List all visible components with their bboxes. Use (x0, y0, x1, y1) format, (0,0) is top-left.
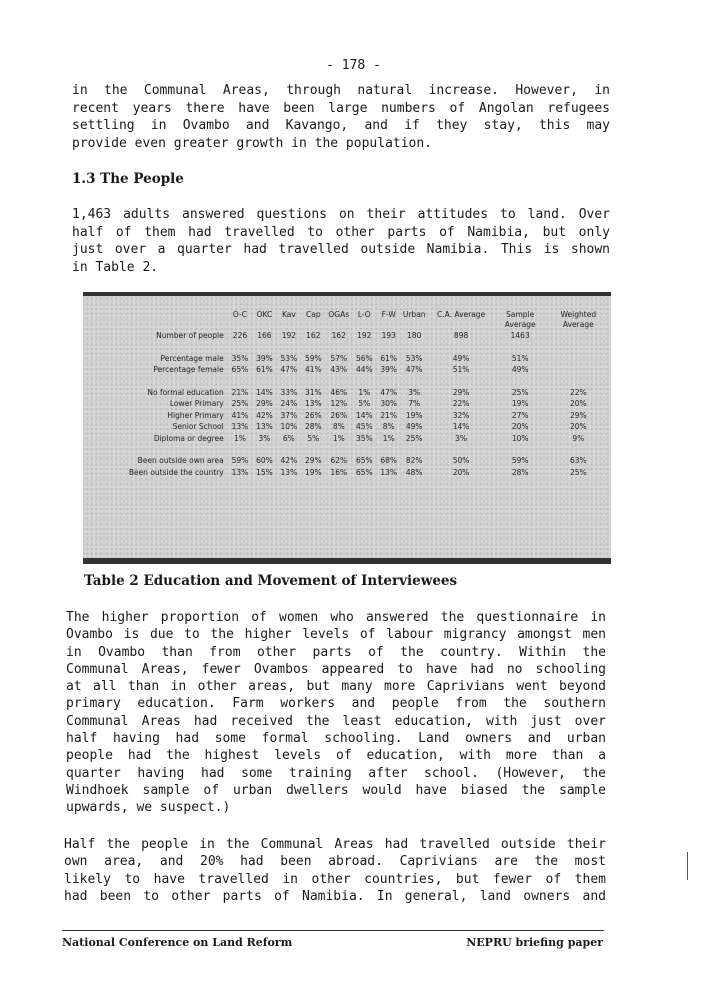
text-line: settling in Ovambo and Kavango, and if they stay, this may (72, 118, 610, 133)
table-cell: 25% (511, 387, 529, 397)
table-cell: 35% (355, 433, 373, 443)
table-cell: 14% (256, 387, 273, 397)
table-cell: 47% (280, 365, 298, 375)
table-cell: 27% (511, 410, 529, 420)
row-label: Lower Primary (169, 399, 224, 409)
table-cell: 28% (304, 422, 322, 432)
table-row (83, 330, 611, 342)
table-cell: 62% (330, 456, 348, 466)
table-cell: 226 (232, 331, 248, 341)
table-cell: 59% (231, 456, 249, 466)
table-cell: 192 (357, 331, 372, 341)
table-cell: 20% (511, 422, 529, 432)
table-cell: 29% (452, 387, 470, 397)
table-cell (401, 376, 428, 387)
table-cell: 162 (306, 331, 321, 341)
table-cell: 29% (256, 399, 273, 409)
table-cell: 20% (570, 422, 587, 432)
column-header: C.A. Average (436, 310, 486, 319)
intro-paragraph (72, 82, 610, 152)
education-movement-table (83, 292, 611, 564)
row-label (83, 376, 228, 387)
table-cell: 1463 (510, 331, 530, 341)
table-cell: 33% (280, 387, 298, 397)
table-cell: 48% (405, 467, 423, 477)
table-cell: 19% (304, 467, 322, 477)
table-cell: 26% (304, 410, 322, 420)
table-cell: 9% (572, 433, 585, 443)
table-cell: 10% (511, 433, 529, 443)
table-cell (228, 376, 252, 387)
table-cell: 8% (332, 422, 345, 432)
table-caption: Table 2 Education and Movement of Interviewees (84, 573, 458, 589)
text-line: people had the highest levels of education, with more than a (66, 748, 606, 764)
text-line: Communal Areas had received the least education, with just over (66, 713, 606, 729)
table-cell: 51% (452, 365, 470, 375)
text-line: in Ovambo than from other parts of the country. Within the (66, 644, 606, 660)
table-cell: 32% (452, 410, 470, 420)
text-line: primary education. Farm workers and people from the southern (66, 696, 606, 712)
table-cell: 13% (304, 399, 322, 409)
table-cell (546, 353, 611, 365)
table-cell: 5% (307, 433, 320, 443)
table-cell: 26% (330, 410, 348, 420)
table-cell (352, 376, 376, 387)
table-cell: 180 (407, 331, 422, 341)
table-cell (326, 376, 353, 387)
table-spacer-row (83, 376, 611, 387)
text-line: Ovambo is due to the higher levels of labour migrancy amongst men (66, 627, 606, 643)
table-row (83, 421, 611, 433)
row-label: Been outside own area (137, 456, 224, 466)
table-cell: 192 (281, 331, 297, 341)
table-cell: 37% (280, 410, 298, 420)
table-cell: 19% (405, 410, 423, 420)
table-cell (377, 444, 401, 455)
table-cell: 13% (380, 467, 398, 477)
table-cell (252, 342, 276, 353)
table-cell: 13% (231, 422, 249, 432)
text-line: at all than in other areas, but many more Caprivians went beyond (66, 679, 606, 695)
table-cell: 59% (304, 353, 322, 363)
table-cell: 13% (280, 467, 298, 477)
table-cell: 65% (231, 365, 249, 375)
row-label: Been outside the country (128, 467, 224, 477)
column-header: Cap (306, 310, 321, 319)
table-cell: 53% (280, 353, 298, 363)
table-cell (427, 342, 494, 353)
table-cell: 65% (355, 467, 373, 477)
text-line: provide even greater growth in the population. (72, 135, 433, 151)
table-cell: 29% (304, 456, 322, 466)
row-label (83, 342, 228, 353)
table-row (83, 433, 611, 445)
table-cell (301, 376, 325, 387)
text-line: quarter having had some training after school. (However, the (66, 765, 606, 781)
table-cell (377, 342, 401, 353)
text-line: had been to other parts of Namibia. In general, land owners and (64, 888, 606, 904)
table-cell: 61% (380, 353, 398, 363)
text-line: likely to have travelled in other countries, but fewer of them (64, 871, 606, 887)
table-cell: 49% (405, 422, 423, 432)
text-line: Communal Areas, fewer Ovambos appeared to have had no schooling (66, 661, 606, 677)
table-cell: 28% (511, 467, 529, 477)
table-row (83, 410, 611, 422)
table-cell: 41% (231, 410, 249, 420)
table-cell (377, 376, 401, 387)
table-cell (546, 376, 611, 387)
body-paragraph-2 (64, 836, 606, 905)
table-spacer-row (83, 342, 611, 353)
table-cell: 8% (382, 422, 395, 432)
text-line: upwards, we suspect.) (66, 800, 231, 816)
table-cell: 56% (355, 353, 373, 363)
text-line: 1,463 adults answered questions on their attitudes to land. Over (72, 207, 610, 222)
table-cell: 3% (408, 387, 421, 397)
table-spacer-row (83, 444, 611, 455)
table-cell (352, 444, 376, 455)
text-line: recent years there have been large numbers of Angolan refugees (72, 100, 610, 116)
table-cell: 25% (405, 433, 423, 443)
text-line: half of them had travelled to other parts of Namibia, but only (72, 224, 610, 240)
footer-rule (62, 930, 604, 931)
table-cell: 47% (405, 365, 423, 375)
table-row (83, 353, 611, 365)
table-cell: 50% (452, 456, 470, 466)
table-cell: 82% (405, 456, 423, 466)
footer-left: National Conference on Land Reform (62, 936, 293, 949)
table-cell (228, 444, 252, 455)
table-cell (252, 444, 276, 455)
table-cell: 19% (511, 399, 529, 409)
column-header: Kav (281, 310, 296, 319)
table-cell (277, 376, 301, 387)
table-cell: 42% (256, 410, 273, 420)
table-cell: 22% (570, 387, 587, 397)
text-line: Half the people in the Communal Areas had travelled outside their (64, 837, 606, 852)
table-cell: 21% (231, 387, 249, 397)
row-label (83, 444, 228, 455)
column-header: OGAs (328, 310, 350, 319)
table-cell: 31% (304, 387, 322, 397)
table-cell: 57% (330, 353, 348, 363)
table-cell (495, 342, 546, 353)
row-label: Percentage male (160, 353, 224, 363)
table-cell: 68% (380, 456, 398, 466)
table-cell: 53% (405, 353, 423, 363)
table-cell (401, 342, 428, 353)
table-cell: 22% (452, 399, 470, 409)
row-label: Senior School (172, 422, 224, 432)
table-cell: 193 (381, 331, 396, 341)
table-cell: 166 (257, 331, 272, 341)
row-label: No formal education (147, 387, 224, 397)
table-cell: 30% (380, 399, 398, 409)
table-cell: 14% (452, 422, 470, 432)
footer-right: NEPRU briefing paper (466, 936, 603, 949)
table-cell: 1% (358, 387, 371, 397)
table-row (83, 467, 611, 479)
table-cell: 61% (256, 365, 273, 375)
table-cell (228, 342, 252, 353)
column-header: OKC (256, 310, 273, 319)
table-cell: 65% (355, 456, 373, 466)
table-cell: 3% (455, 433, 468, 443)
table-cell (546, 342, 611, 353)
column-header: O-C (232, 310, 247, 319)
margin-mark (687, 852, 688, 880)
table-cell: 46% (330, 387, 348, 397)
table-cell (277, 444, 301, 455)
text-line: Windhoek sample of urban dwellers would have biased the sample (66, 782, 606, 798)
text-line: own area, and 20% had been abroad. Caprivians are the most (64, 854, 606, 870)
column-header: Sample Average (504, 310, 536, 329)
table-cell: 21% (380, 410, 398, 420)
table-cell: 45% (355, 422, 373, 432)
table-cell: 1% (382, 433, 395, 443)
table-cell: 51% (511, 353, 529, 363)
table-cell: 42% (280, 456, 298, 466)
table-cell: 3% (258, 433, 271, 443)
text-line: in the Communal Areas, through natural increase. However, in (72, 83, 610, 98)
table-cell: 13% (256, 422, 273, 432)
table-cell (401, 444, 428, 455)
table-cell: 60% (256, 456, 273, 466)
column-header: Urban (402, 310, 426, 319)
table-row (83, 364, 611, 376)
row-label: Diploma or degree (153, 433, 224, 443)
table-cell (495, 444, 546, 455)
body-paragraph-1 (66, 609, 606, 817)
section-heading: 1.3 The People (72, 171, 184, 187)
table-cell (277, 342, 301, 353)
table-cell (427, 444, 494, 455)
table-cell: 44% (355, 365, 373, 375)
text-line: in Table 2. (72, 259, 159, 275)
table-cell: 49% (511, 365, 529, 375)
table-cell (301, 444, 325, 455)
table-cell: 39% (380, 365, 398, 375)
table-cell: 20% (570, 399, 587, 409)
table-cell: 59% (511, 456, 529, 466)
table-cell (252, 376, 276, 387)
page-number: - 178 - (326, 58, 381, 73)
table-cell: 15% (256, 467, 273, 477)
table-cell: 7% (408, 399, 421, 409)
table-cell: 24% (280, 399, 298, 409)
table-cell (495, 376, 546, 387)
table-cell: 35% (231, 353, 249, 363)
table-cell: 12% (330, 399, 348, 409)
text-line: just over a quarter had travelled outside Namibia. This is shown (72, 242, 610, 257)
text-line: half having had some formal schooling. Land owners and urban (66, 731, 606, 747)
text-line: The higher proportion of women who answered the questionnaire in (66, 610, 606, 625)
table-cell: 13% (231, 467, 249, 477)
table-corner (83, 310, 228, 330)
table-cell: 43% (330, 365, 348, 375)
table-cell (546, 364, 611, 376)
row-label: Higher Primary (167, 410, 224, 420)
table-cell: 898 (453, 331, 469, 341)
people-paragraph (72, 206, 610, 276)
table-cell (352, 342, 376, 353)
table-cell: 10% (280, 422, 298, 432)
table-row (83, 387, 611, 399)
table-cell: 49% (452, 353, 470, 363)
table-cell (546, 444, 611, 455)
table-row (83, 455, 611, 467)
table-cell (546, 330, 611, 342)
table-cell: 20% (452, 467, 470, 477)
table-cell: 1% (234, 433, 246, 443)
table-cell: 16% (330, 467, 348, 477)
table-cell: 25% (570, 467, 587, 477)
table-cell: 25% (231, 399, 249, 409)
table-cell: 6% (282, 433, 295, 443)
table-cell: 29% (570, 410, 587, 420)
column-header: Weighted Average (560, 310, 597, 329)
table-cell: 5% (358, 399, 371, 409)
column-header: L-O (357, 310, 371, 319)
table-cell (301, 342, 325, 353)
table-cell: 162 (331, 331, 346, 341)
table-cell (427, 376, 494, 387)
table-row (83, 398, 611, 410)
column-header: F-W (381, 310, 396, 319)
table-cell: 39% (256, 353, 273, 363)
table-cell (326, 342, 353, 353)
table-cell: 14% (355, 410, 373, 420)
table-cell: 41% (304, 365, 322, 375)
table-cell: 63% (570, 456, 587, 466)
table-cell: 1% (332, 433, 345, 443)
row-label: Percentage female (153, 365, 224, 375)
row-label: Number of people (156, 331, 224, 341)
table-cell: 47% (380, 387, 398, 397)
table-cell (326, 444, 353, 455)
